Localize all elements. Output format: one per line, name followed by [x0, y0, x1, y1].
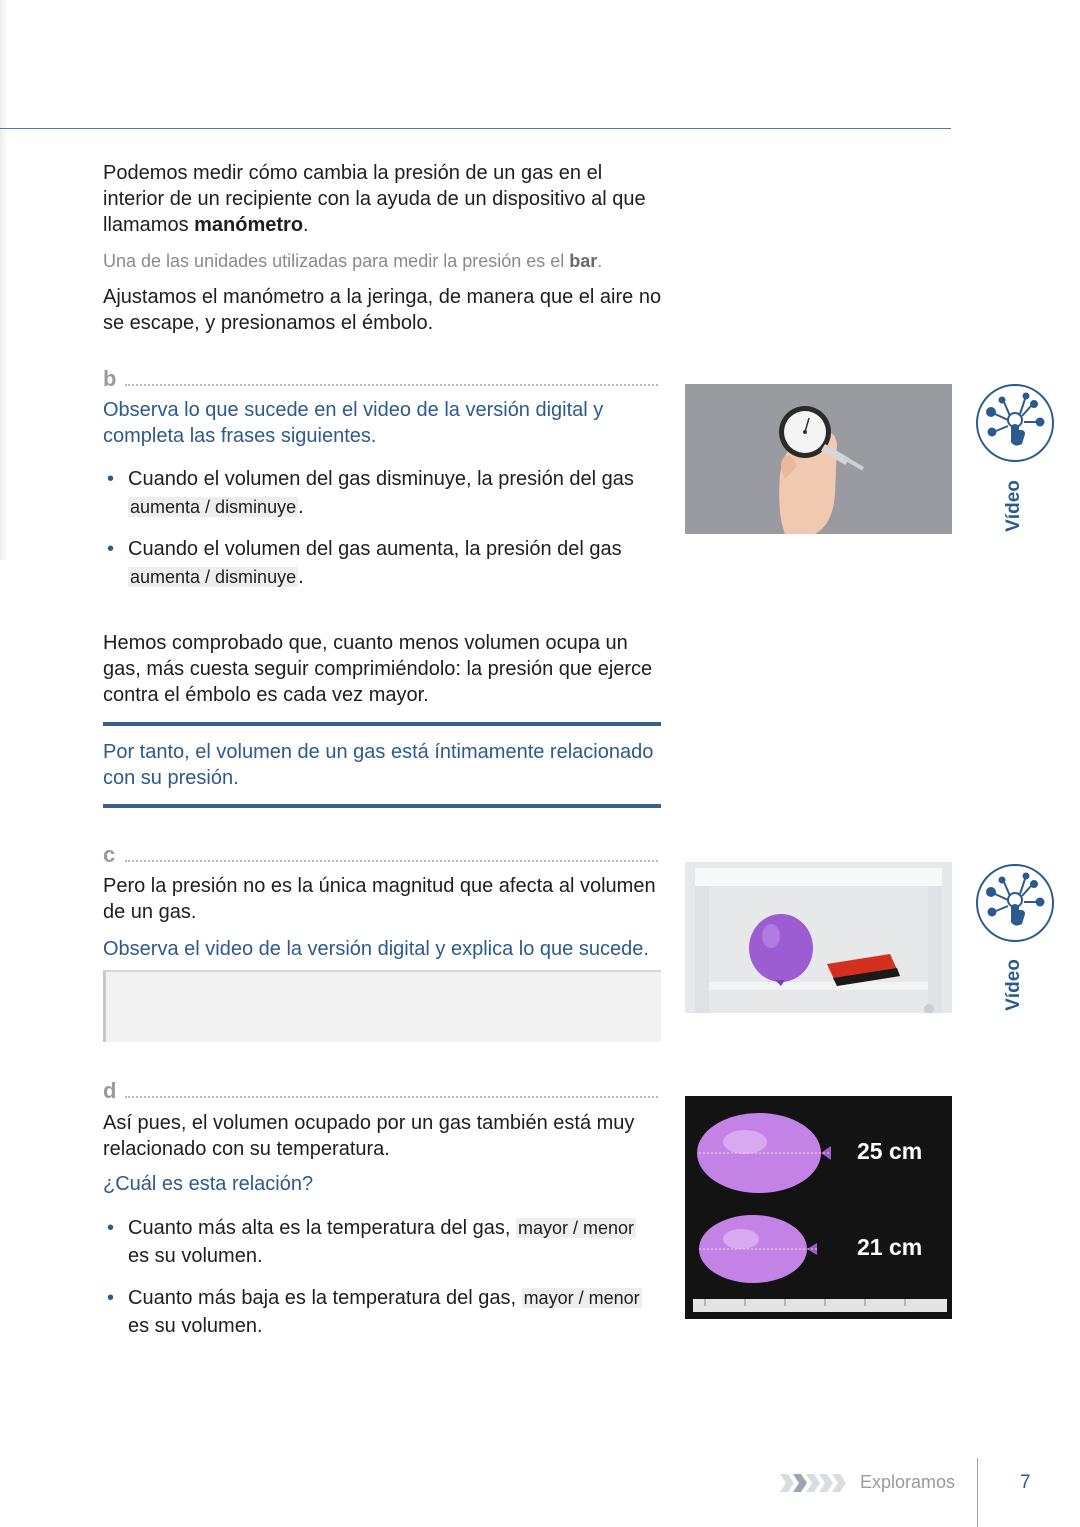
- balloon-label-large: 25 cm: [857, 1138, 923, 1164]
- header-rule: [0, 128, 951, 129]
- progress-chevrons-icon: [780, 1474, 846, 1492]
- section-d-header: [103, 1078, 658, 1104]
- page-number: 7: [1020, 1472, 1031, 1493]
- choice-mayor-menor[interactable]: mayor / menor: [518, 1218, 635, 1238]
- section-d-question: ¿Cuál es esta relación?: [103, 1173, 314, 1195]
- balloon-label-small: 21 cm: [857, 1234, 923, 1260]
- bar-term: bar: [569, 251, 598, 271]
- section-c-header: [103, 842, 658, 868]
- section-d-text: Así pues, el volumen ocupado por un gas también está muy relacionado con su temperatura.: [103, 1112, 635, 1160]
- section-b-header: [103, 366, 658, 392]
- choice-aumenta-disminuye[interactable]: aumenta / disminuye: [130, 567, 297, 587]
- note-text: Una de las unidades utilizadas para medir la presión es el: [103, 251, 570, 271]
- bullet-end: .: [298, 566, 304, 588]
- touch-video-icon: [978, 866, 1052, 940]
- balloon-size-comparison-image: [685, 1096, 952, 1319]
- video-play-button[interactable]: [976, 864, 1054, 942]
- touch-video-icon: [978, 386, 1052, 460]
- section-b-dotted-rule: [125, 384, 658, 386]
- video-label-text: Vídeo: [1003, 480, 1024, 532]
- video-play-button[interactable]: [976, 384, 1054, 462]
- choice-aumenta-disminuye[interactable]: aumenta / disminuye: [130, 497, 297, 517]
- conclusion-paragraph: Hemos comprobado que, cuanto menos volumen ocupa un gas, más cuesta seguir comprimiéndolo: la presión que ejerce contra el émbolo es cada vez mayor.: [103, 632, 653, 706]
- section-c-letter: c: [103, 842, 116, 867]
- syringe-paragraph: Ajustamos el manómetro a la jeringa, de manera que el aire no se escape, y presionamos el émbolo.: [103, 286, 662, 334]
- section-c-dotted-rule: [125, 860, 658, 862]
- note-period: .: [597, 251, 603, 271]
- bullet-dot-icon: •: [107, 1287, 115, 1309]
- page-edge-shadow: [0, 0, 8, 560]
- bar-unit-note: [103, 248, 663, 274]
- video-label-b: [1001, 466, 1027, 546]
- section-d-letter: d: [103, 1078, 117, 1103]
- bullet-text: Cuanto más baja es la temperatura del gas,: [128, 1287, 516, 1309]
- conclusion-rule-bottom: [103, 804, 661, 808]
- section-c-text: Pero la presión no es la única magnitud que afecta al volumen de un gas.: [103, 875, 656, 923]
- conclusion-rule-top: [103, 722, 661, 726]
- bullet-dot-icon: •: [107, 468, 115, 490]
- hand-with-manometer-image: [685, 384, 952, 534]
- intro-period: .: [303, 214, 309, 236]
- fridge-photo: [685, 862, 952, 1013]
- section-d-dotted-rule: [125, 1096, 658, 1098]
- video-label-text: Vídeo: [1003, 959, 1024, 1011]
- bullet-end: es su volumen.: [128, 1245, 263, 1267]
- section-b-bullet-1: [103, 465, 673, 521]
- balloon-in-fridge-image: [685, 862, 952, 1013]
- bullet-dot-icon: •: [107, 538, 115, 560]
- video-label-c: [1001, 945, 1027, 1025]
- section-b-instruction: Observa lo que sucede en el video de la versión digital y completa las frases siguientes.: [103, 399, 604, 447]
- bullet-text: Cuando el volumen del gas disminuye, la presión del gas: [128, 468, 634, 490]
- bullet-dot-icon: •: [107, 1217, 115, 1239]
- intro-paragraph: [103, 160, 663, 238]
- bullet-text: Cuanto más alta es la temperatura del gas,: [128, 1217, 511, 1239]
- section-d-bullet-2: [103, 1284, 683, 1340]
- answer-textbox[interactable]: [103, 970, 661, 1042]
- manometer-photo: [685, 384, 952, 534]
- footer-divider: [977, 1458, 978, 1527]
- choice-mayor-menor[interactable]: mayor / menor: [523, 1288, 640, 1308]
- conclusion-highlight: Por tanto, el volumen de un gas está íntimamente relacionado con su presión.: [103, 741, 654, 789]
- intro-text: Podemos medir cómo cambia la presión de un gas en el interior de un recipiente con la ayuda de un dispositivo al que llamamos: [103, 162, 646, 236]
- bullet-end: .: [298, 496, 304, 518]
- balloon-comparison-photo: [685, 1096, 952, 1319]
- section-c-instruction: Observa el video de la versión digital y explica lo que sucede.: [103, 938, 649, 960]
- bullet-end: es su volumen.: [128, 1315, 263, 1337]
- manometro-term: manómetro: [194, 214, 304, 236]
- section-b-bullet-2: [103, 535, 673, 591]
- bullet-text: Cuando el volumen del gas aumenta, la presión del gas: [128, 538, 622, 560]
- footer-section-name: Exploramos: [860, 1472, 956, 1492]
- section-b-letter: b: [103, 366, 117, 391]
- section-d-bullet-1: [103, 1214, 673, 1270]
